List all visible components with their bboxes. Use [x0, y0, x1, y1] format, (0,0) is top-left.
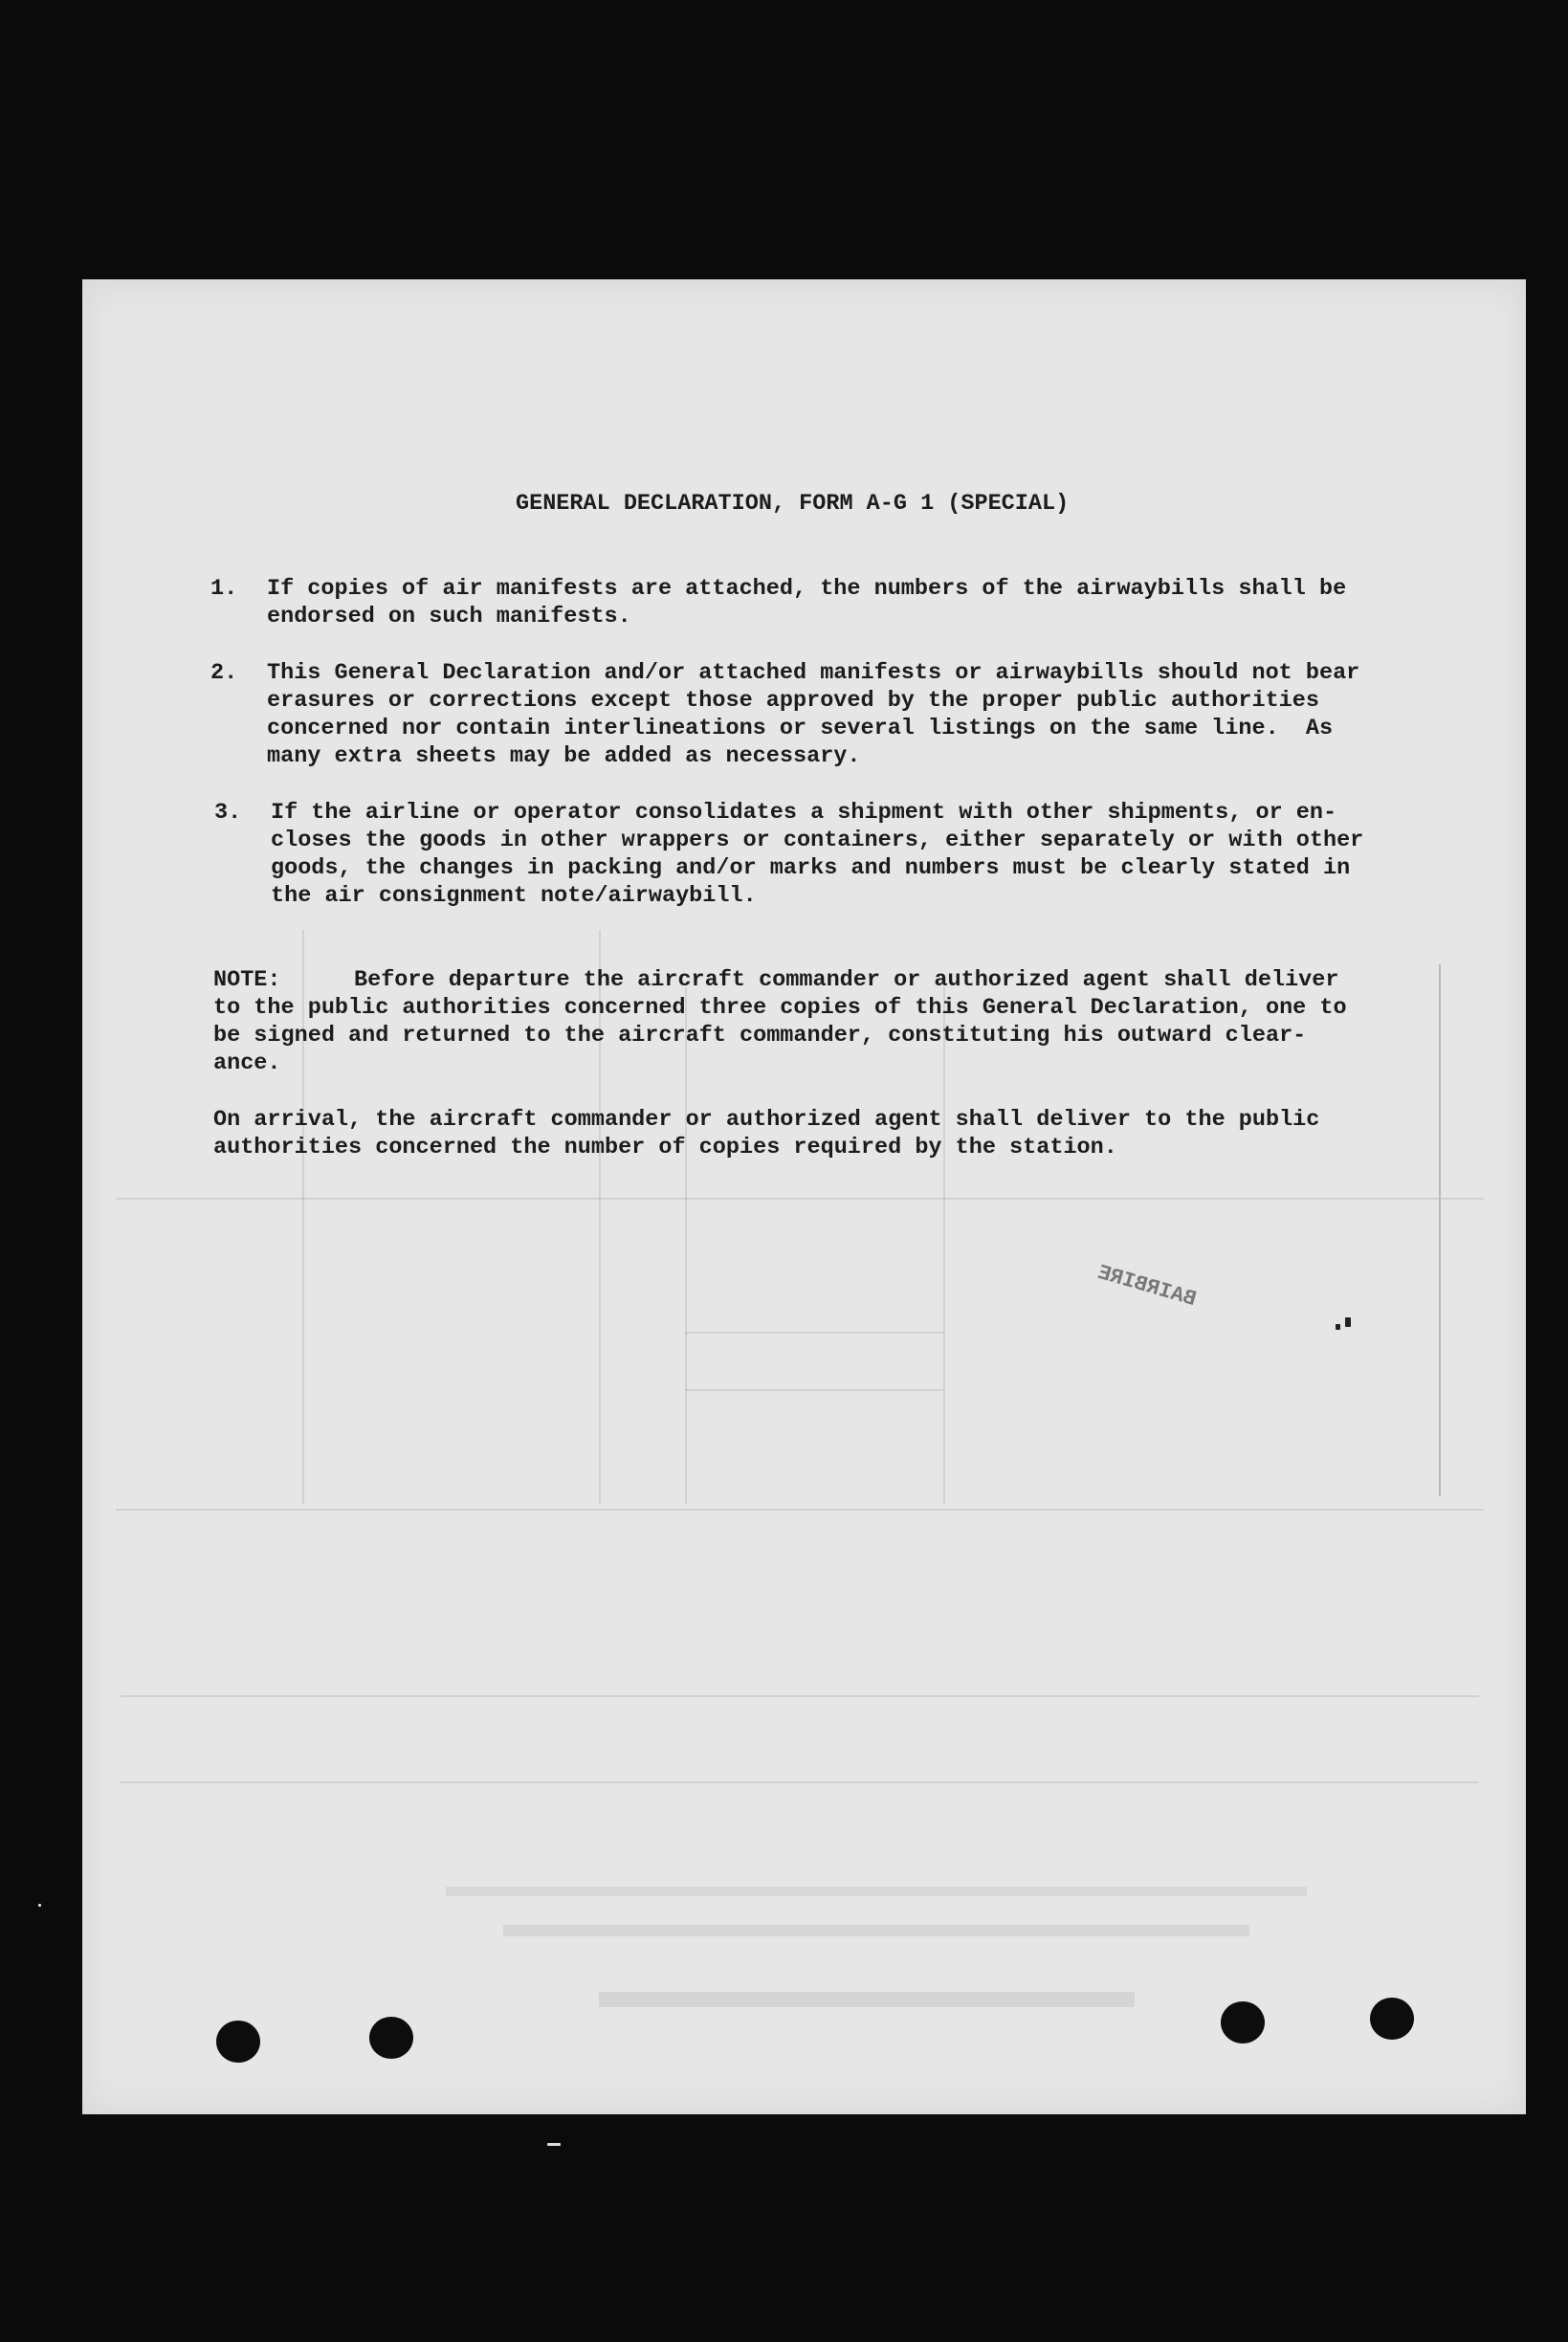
item-3-line-3: goods, the changes in packing and/or marks and numbers must be clearly stated in	[271, 855, 1351, 881]
item-3-line-4: the air consignment note/airwaybill.	[271, 883, 757, 909]
item-2-number: 2.	[210, 660, 238, 686]
note-line-2: to the public authorities concerned three copies of this General Declaration, one to	[213, 995, 1347, 1021]
item-3-line-1: If the airline or operator consolidates a shipment with other shipments, or en-	[271, 800, 1337, 826]
ghost-heading-bar	[503, 1925, 1249, 1936]
arrival-line-1: On arrival, the aircraft commander or authorized agent shall deliver to the public	[213, 1107, 1320, 1133]
item-1-line-1: If copies of air manifests are attached, the numbers of the airwaybills shall be	[267, 576, 1347, 602]
ghost-rule	[121, 1781, 1479, 1783]
punch-hole	[216, 2021, 260, 2063]
punch-hole	[1370, 1998, 1414, 2040]
note-label: NOTE:	[213, 967, 281, 993]
item-3-number: 3.	[214, 800, 242, 826]
item-2-line-4: many extra sheets may be added as necessary.	[267, 743, 861, 769]
item-2-line-2: erasures or corrections except those approved by the proper public authorities	[267, 688, 1319, 714]
item-1-line-2: endorsed on such manifests.	[267, 604, 631, 630]
item-3-line-2: closes the goods in other wrappers or containers, either separately or with other	[271, 828, 1364, 853]
note-line-4: ance.	[213, 1050, 281, 1076]
ink-mark	[1345, 1317, 1351, 1327]
ink-mark	[1336, 1324, 1340, 1330]
scan-speck	[38, 1904, 41, 1907]
document-title: GENERAL DECLARATION, FORM A-G 1 (SPECIAL)	[516, 491, 1070, 517]
item-1-number: 1.	[210, 576, 238, 602]
mirrored-stamp: BAIRBIRE	[1094, 1260, 1200, 1313]
ghost-rule	[116, 1509, 1484, 1511]
ghost-heading-bar	[446, 1887, 1307, 1896]
scan-speck	[547, 2143, 561, 2146]
note-line-3: be signed and returned to the aircraft commander, constituting his outward clear-	[213, 1023, 1307, 1049]
document-page	[82, 279, 1526, 2114]
ghost-heading-bar	[599, 1992, 1135, 2007]
ghost-rule	[121, 1695, 1479, 1697]
punch-hole	[1221, 2001, 1265, 2044]
item-2-line-1: This General Declaration and/or attached manifests or airwaybills should not bear	[267, 660, 1360, 686]
arrival-line-2: authorities concerned the number of copies required by the station.	[213, 1135, 1117, 1160]
note-line-1: Before departure the aircraft commander or authorized agent shall deliver	[354, 967, 1339, 993]
punch-hole	[369, 2017, 413, 2059]
item-2-line-3: concerned nor contain interlineations or several listings on the same line. As	[267, 716, 1334, 741]
